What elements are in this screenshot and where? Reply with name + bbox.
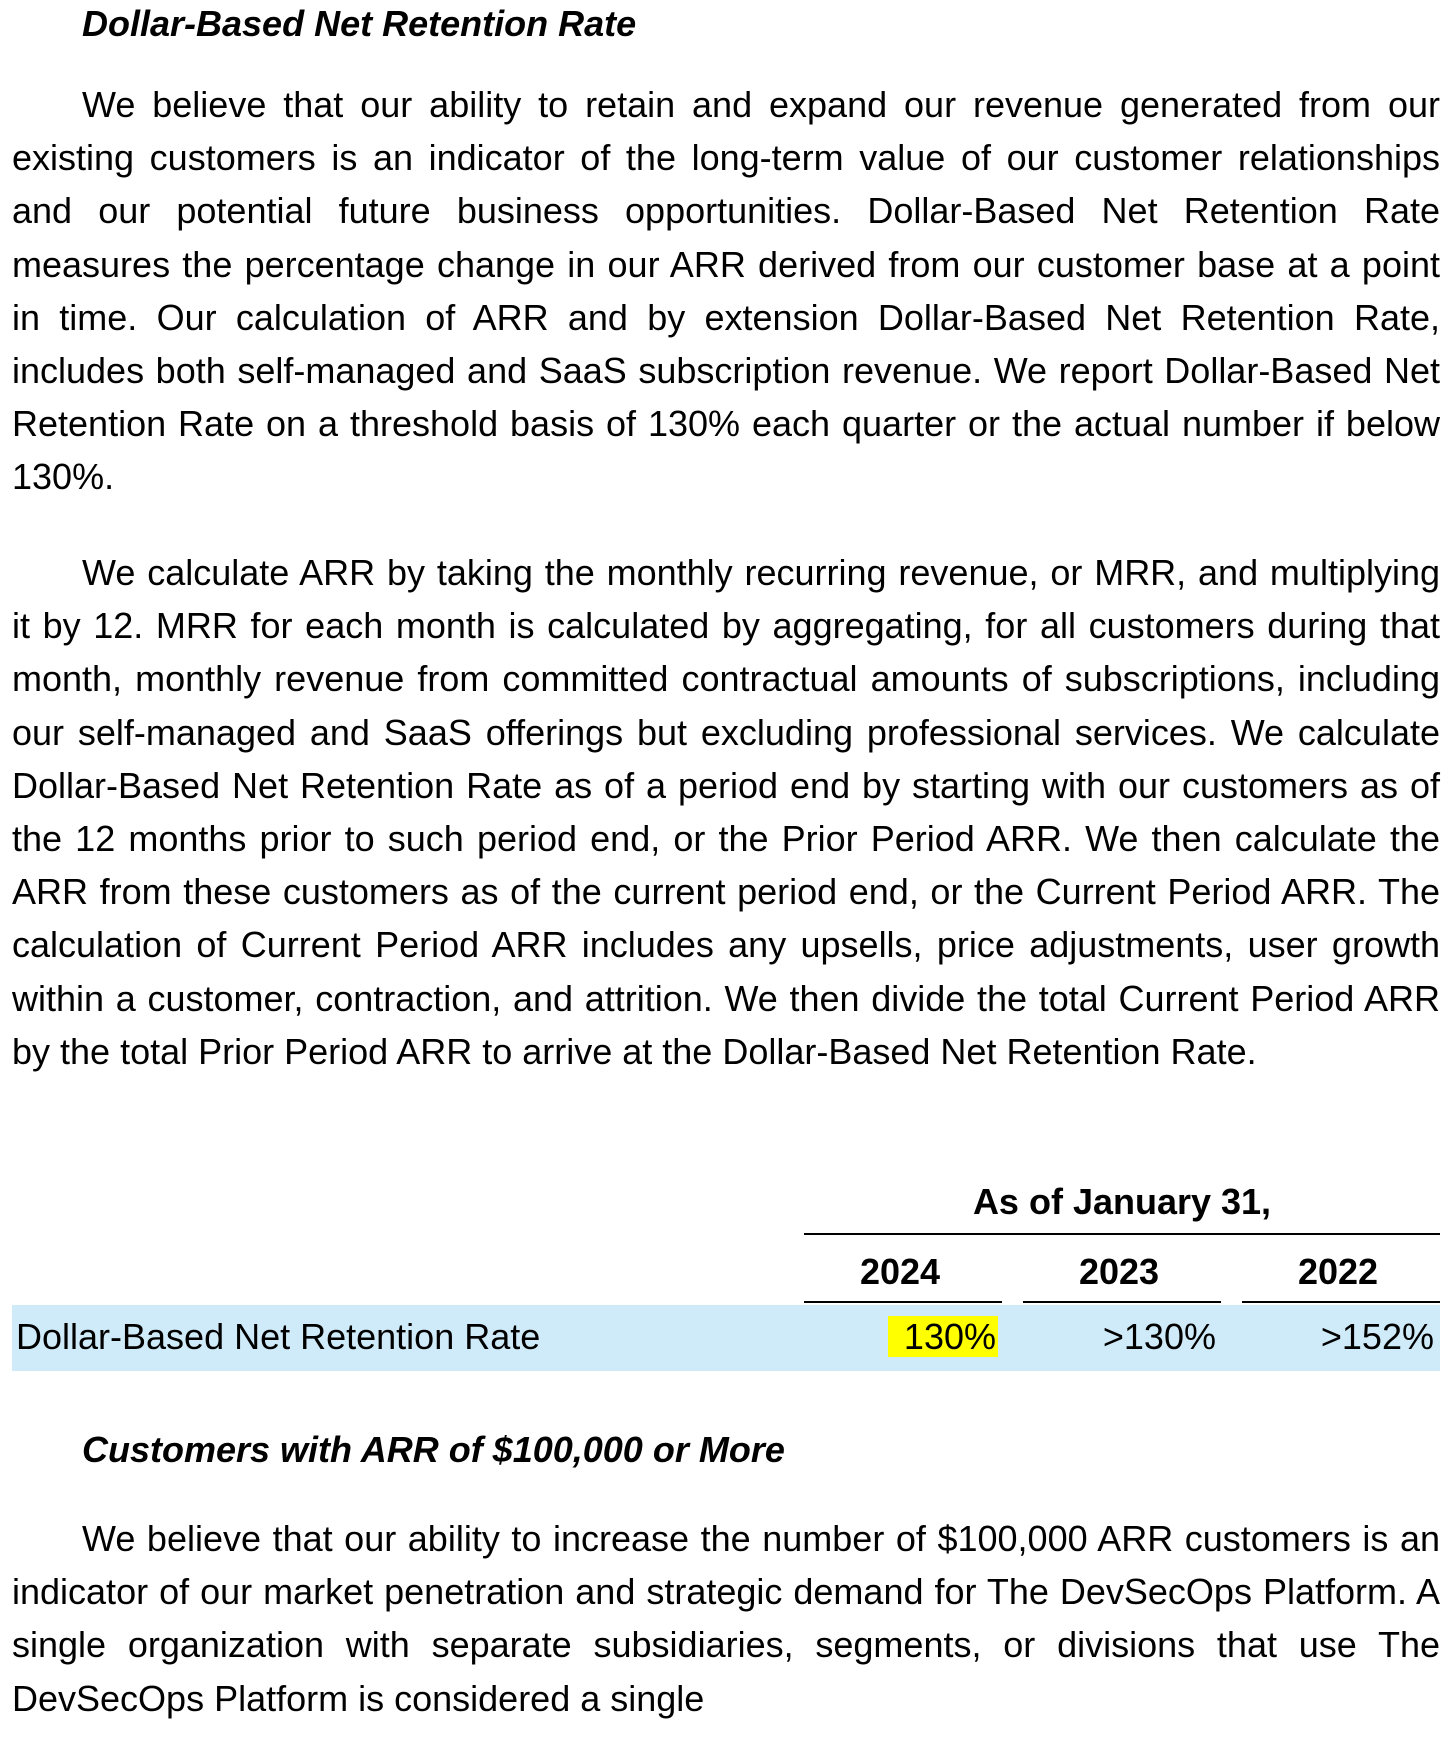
highlighted-value: 130% [888,1316,998,1357]
cell-2022-value: >152% [1320,1316,1434,1357]
table-header-rule [804,1233,1440,1235]
table-header-period: As of January 31, [972,1181,1272,1222]
column-rule-2023 [1023,1301,1221,1303]
section-heading-net-retention: Dollar-Based Net Retention Rate [82,3,637,44]
column-rule-2022 [1242,1301,1440,1303]
section-heading-arr-customers: Customers with ARR of $100,000 or More [82,1429,785,1470]
paragraph-arr-calculation: We calculate ARR by taking the monthly recurring revenue, or MRR, and multiplying it by 12. MRR for each month is calculated by aggregating, for all customers during that month, monthly revenue from committed contractual amounts of subscriptions, including our self-managed and SaaS offerings but excluding professional services. We calculate Dollar-Based Net Retention Rate as of a period end by starting with our customers as of the 12 months prior to such period end, or the Prior Period ARR. We then calculate the ARR from these customers as of the current period end, or the Current Period ARR. The calculation of Current Period ARR includes any upsells, price adjustments, user growth within a customer, contraction, and attrition. We then divide the total Current Period ARR by the total Prior Period ARR to arrive at the Dollar-Based Net Retention Rate. [12,552,1440,1072]
table-row-net-retention [12,1305,1440,1371]
paragraph-arr-customers: We believe that our ability to increase the number of $100,000 ARR customers is an indicator of our market penetration and strategic demand for The DevSecOps Platform. A single organization with separate subsidiaries, segments, or divisions that use The DevSecOps Platform is considered a single [12,1518,1440,1719]
cell-2024-value [888,1315,998,1359]
paragraph-retention-intro: We believe that our ability to retain and expand our revenue generated from our existing customers is an indicator of the long-term value of our customer relationships and our potential future business opportunities. Dollar-Based Net Retention Rate measures the percentage change in our ARR derived from our customer base at a point in time. Our calculation of ARR and by extension Dollar-Based Net Retention Rate, includes both self-managed and SaaS subscription revenue. We report Dollar-Based Net Retention Rate on a threshold basis of 130% each quarter or the actual number if below 130%. [12,84,1440,498]
column-header-year-2024: 2024 [859,1251,941,1292]
column-header-year-2023: 2023 [1078,1251,1160,1292]
column-rule-2024 [804,1301,1002,1303]
column-header-year-2022: 2022 [1297,1251,1379,1292]
cell-2023-value: >130% [1102,1316,1216,1357]
row-label: Dollar-Based Net Retention Rate [16,1316,541,1357]
